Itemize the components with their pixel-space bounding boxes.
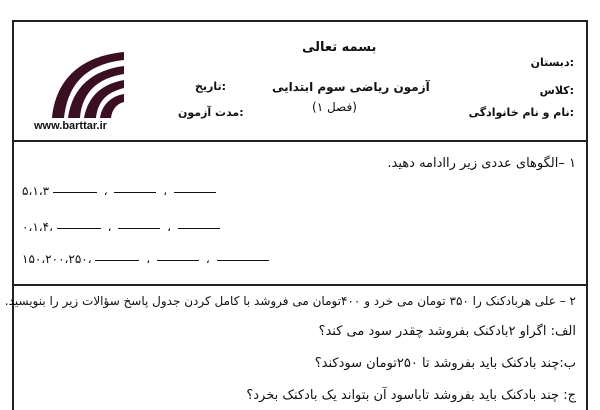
question-1-title: ۱ –الگوهای عددی زیر راادامه دهید. [387, 156, 576, 171]
answer-blank[interactable] [57, 227, 101, 229]
pattern-1-start: ۵،۱،۳ [22, 184, 50, 198]
website-text: www.barttar.ir [34, 120, 107, 132]
question-2-part-a: الف: اگراو ۲بادکنک بفروشد چقدر سود می کند؟ [318, 324, 576, 339]
chapter-label: (فصل ۱) [312, 100, 357, 114]
barttar-logo [34, 44, 129, 124]
answer-blank[interactable] [95, 259, 139, 261]
exam-title: آزمون ریاضی سوم ابتدایی [272, 80, 430, 94]
worksheet-page [4, 20, 588, 410]
answer-blank[interactable] [157, 259, 199, 261]
question-2-title: ۲ – علی هربادکنک را ۳۵۰ تومان می خرد و ۴۰۰تومان می فروشد با کامل کردن جدول پاسخ سؤالات زیر را بنویسید. [4, 294, 576, 308]
bismillah-heading: بسمه تعالی [302, 40, 377, 55]
answer-blank[interactable] [178, 227, 220, 229]
student-name-label: نام و نام خانوادگی: [468, 106, 574, 119]
answer-blank[interactable] [114, 191, 156, 193]
answer-blank[interactable] [174, 191, 216, 193]
pattern-row-3: ۱۵۰،۲۰۰،۲۵۰، ، ، [22, 252, 269, 266]
question-2-part-b: ب:چند بادکنک باید بفروشد تا ۲۵۰تومان سودکند؟ [314, 356, 576, 371]
pattern-3-start: ۱۵۰،۲۰۰،۲۵۰، [22, 252, 92, 266]
answer-blank[interactable] [118, 227, 160, 229]
section-divider [14, 284, 586, 286]
school-label: دبستان: [530, 56, 574, 69]
worksheet-header [14, 22, 586, 142]
answer-blank[interactable] [217, 259, 269, 261]
question-2-part-c: ج: چند بادکنک باید بفروشد تاباسود آن بتواند یک بادکنک بخرد؟ [246, 388, 576, 403]
pattern-2-start: ۰،۱،۴، [22, 220, 53, 234]
answer-blank[interactable] [53, 191, 97, 193]
duration-label: مدت آزمون: [178, 106, 244, 119]
pattern-row-1: ۵،۱،۳ ، ، [22, 184, 216, 198]
pattern-row-2: ۰،۱،۴، ، ، [22, 220, 220, 234]
class-label: کلاس: [539, 84, 574, 97]
date-label: تاریخ: [195, 80, 227, 93]
